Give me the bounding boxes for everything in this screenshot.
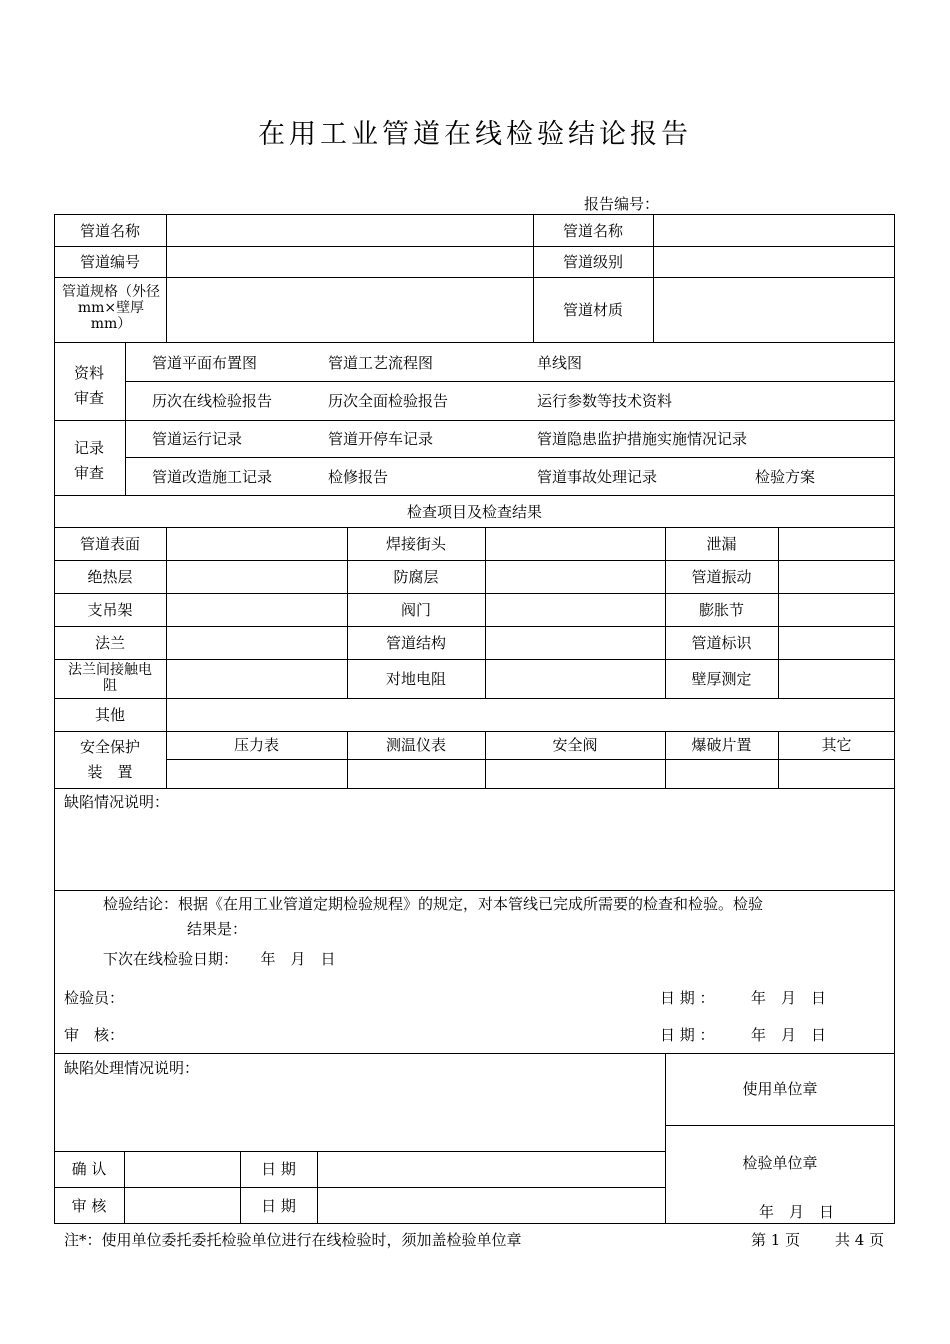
inspection-item: 管道振动 [691, 568, 752, 586]
user-unit-seal-label: 使用单位章 [742, 1080, 818, 1098]
inspection-item: 对地电阻 [385, 670, 446, 688]
inspection-item: 管道表面 [79, 535, 140, 553]
docs-review-label: 资料审查 [74, 364, 105, 407]
docs-item: 单线图 [537, 354, 583, 372]
records-review-label: 记录审查 [74, 439, 105, 482]
docs-item: 历次在线检验报告 [152, 392, 273, 410]
seal-date: 年 月 日 [759, 1203, 835, 1221]
reviewer-date-label: 日 期 ： [660, 1026, 715, 1044]
inspection-item: 支吊架 [87, 601, 133, 619]
docs-item: 管道工艺流程图 [328, 354, 434, 372]
other-label: 其他 [94, 706, 125, 724]
defect-handling-label: 缺陷处理情况说明： [64, 1059, 200, 1077]
conclusion-line-1: 检验结论：根据《在用工业管道定期检验规程》的规定，对本管线已完成所需要的检查和检验。检验 [103, 895, 764, 913]
inspection-header: 检查项目及检查结果 [406, 503, 542, 521]
safety-item: 安全阀 [552, 736, 598, 754]
review-label: 审 核 [71, 1197, 107, 1215]
review-date-label: 日 期 [261, 1197, 296, 1215]
inspection-item: 阀门 [400, 601, 431, 619]
inspection-item: 壁厚测定 [691, 670, 752, 688]
safety-item: 测温仪表 [385, 736, 446, 754]
defect-description-label: 缺陷情况说明： [64, 793, 170, 811]
reviewer-date-value: 年 月 日 [751, 1026, 827, 1044]
docs-item: 管道平面布置图 [152, 354, 258, 372]
records-item: 管道隐患监护措施实施情况记录 [537, 430, 748, 448]
pipe-grade-label: 管道级别 [562, 253, 623, 271]
report-number-label: 报告编号： [584, 195, 660, 213]
footnote: 注*：使用单位委托委托检验单位进行在线检验时，须加盖检验单位章 [64, 1231, 522, 1249]
safety-item: 其它 [821, 736, 852, 754]
pipe-spec-label: 管道规格（外径mm×壁厚mm） [62, 284, 160, 332]
inspection-item: 防腐层 [393, 568, 439, 586]
page-number: 第 1 页 [751, 1231, 801, 1249]
safety-item: 爆破片置 [691, 736, 752, 754]
inspector-label: 检验员： [64, 989, 125, 1007]
inspection-item: 泄漏 [706, 535, 737, 553]
inspection-item: 膨胀节 [698, 601, 744, 619]
inspection-item: 绝热层 [87, 568, 133, 586]
records-item: 管道改造施工记录 [152, 468, 273, 486]
inspection-item: 法兰 [94, 634, 125, 652]
document-title: 在用工业管道在线检验结论报告 [258, 119, 692, 150]
inspector-date-label: 日 期 ： [660, 989, 715, 1007]
docs-item: 历次全面检验报告 [328, 392, 449, 410]
records-item: 管道事故处理记录 [537, 468, 658, 486]
pipe-number-label: 管道编号 [79, 253, 140, 271]
next-inspection-date: 下次在线检验日期： 年 月 日 [103, 950, 336, 968]
pipe-name-label-2: 管道名称 [562, 222, 623, 240]
pipe-name-label: 管道名称 [79, 222, 140, 240]
records-item: 管道运行记录 [152, 430, 243, 448]
reviewer-label: 审 核： [64, 1026, 125, 1044]
safety-item: 压力表 [233, 736, 279, 754]
pipe-material-label: 管道材质 [562, 301, 623, 319]
inspection-unit-seal-label: 检验单位章 [742, 1154, 818, 1172]
safety-device-label-2: 装 置 [87, 763, 133, 781]
inspection-item: 法兰间接触电阻 [68, 662, 152, 694]
docs-item: 运行参数等技术资料 [537, 392, 673, 410]
inspector-date-value: 年 月 日 [751, 989, 827, 1007]
records-item: 检验方案 [755, 468, 816, 486]
records-item: 管道开停车记录 [328, 430, 434, 448]
confirm-label: 确 认 [71, 1160, 107, 1178]
inspection-item: 焊接街头 [385, 535, 446, 553]
records-item: 检修报告 [328, 468, 389, 486]
inspection-item: 管道标识 [691, 634, 752, 652]
safety-device-label: 安全保护 [79, 738, 140, 756]
inspection-item: 管道结构 [385, 634, 446, 652]
confirm-date-label: 日 期 [261, 1160, 296, 1178]
page-total: 共 4 页 [835, 1231, 885, 1249]
conclusion-line-2: 结果是： [187, 920, 248, 938]
